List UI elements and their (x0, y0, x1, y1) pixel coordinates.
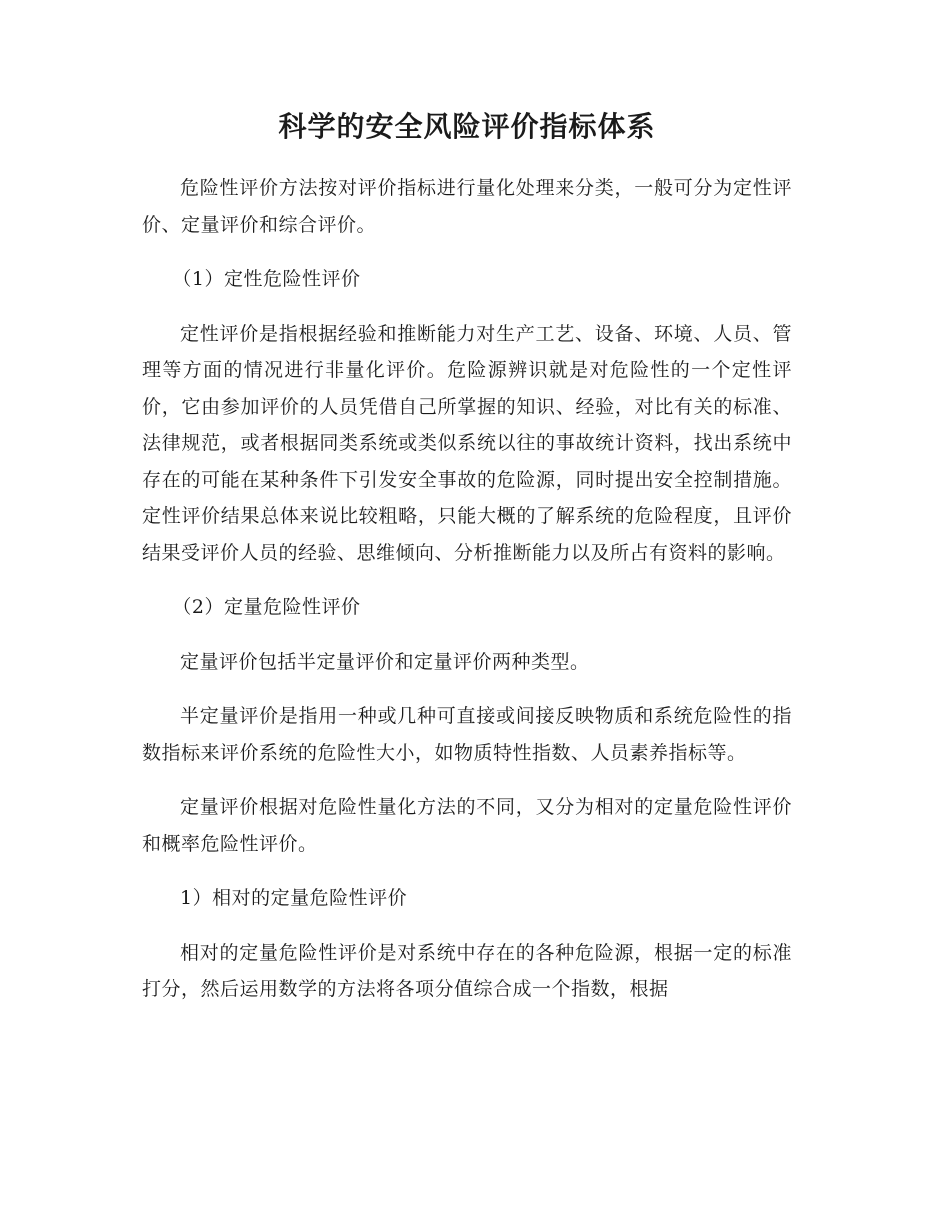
document-page (142, 104, 792, 1026)
paragraph-quantitative-methods: 定量评价根据对危险性量化方法的不同，又分为相对的定量危险性评价和概率危险性评价。 (142, 796, 792, 855)
paragraph-intro: 危险性评价方法按对评价指标进行量化处理来分类，一般可分为定性评价、定量评价和综合评价。 (142, 177, 792, 236)
document-title: 科学的安全风险评价指标体系 (278, 110, 656, 143)
subsection-heading-relative: 1）相对的定量危险性评价 (180, 887, 408, 909)
section-heading-qualitative: （1）定性危险性评价 (172, 268, 361, 290)
paragraph-quantitative-types: 定量评价包括半定量评价和定量评价两种类型。 (180, 650, 590, 673)
paragraph-qualitative: 定性评价是指根据经验和推断能力对生产工艺、设备、环境、人员、管理等方面的情况进行非量化评价。危险源辨识就是对危险性的一个定性评价，它由参加评价的人员凭借自己所掌握的知识、经验，对比有关的标准、法律规范，或者根据同类系统或类似系统以往的事故统计资料，找出系统中存在的可能在某种条件下引发安全事故的危险源，同时提出安全控制措施。定性评价结果总体来说比较粗略，只能大概的了解系统的危险程度，且评价结果受评价人员的经验、思维倾向、分析推断能力以及所占有资料的影响。 (142, 322, 792, 564)
paragraph-semi-quantitative: 半定量评价是指用一种或几种可直接或间接反映物质和系统危险性的指数指标来评价系统的危险性大小，如物质特性指数、人员素养指标等。 (142, 705, 792, 764)
section-heading-quantitative: （2）定量危险性评价 (172, 596, 361, 618)
paragraph-relative: 相对的定量危险性评价是对系统中存在的各种危险源，根据一定的标准打分，然后运用数学的方法将各项分值综合成一个指数，根据 (142, 941, 792, 1000)
